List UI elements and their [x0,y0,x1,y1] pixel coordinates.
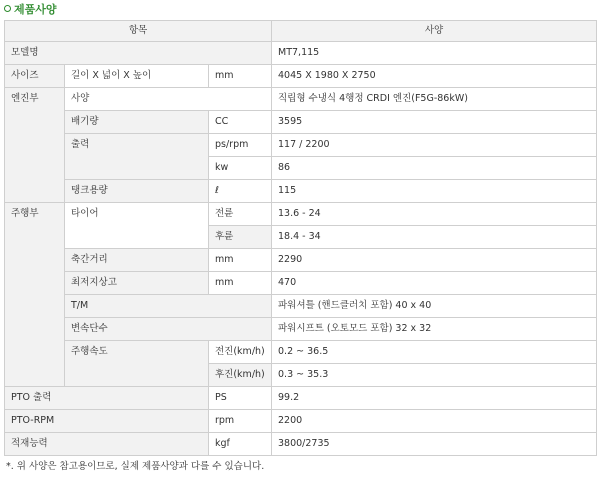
row-unit: 후륜 [209,226,272,249]
table-row [5,88,597,111]
row-sublabel: 출력 [65,134,209,180]
row-value: 3800/2735 [272,433,597,456]
row-unit: 전륜 [209,203,272,226]
row-value: 2290 [272,249,597,272]
circle-bullet-icon [4,5,11,12]
row-label: 적재능력 [5,433,209,456]
row-value: 0.2 ~ 36.5 [272,341,597,364]
table-row [5,433,597,456]
table-row [5,249,597,272]
table-row [5,180,597,203]
row-value: 파워시프트 (오토모드 포함) 32 x 32 [272,318,597,341]
row-sublabel: 길이 X 넓이 X 높이 [65,65,209,88]
row-unit: ps/rpm [209,134,272,157]
row-value: MT7,115 [272,42,597,65]
table-row [5,410,597,433]
table-row [5,203,597,226]
row-group-label: 주행부 [5,203,65,387]
row-label: PTO-RPM [5,410,209,433]
row-unit: mm [209,249,272,272]
row-unit: ℓ [209,180,272,203]
section-title [4,2,57,18]
row-value: 파워셔틀 (핸드클러치 포함) 40 x 40 [272,295,597,318]
row-sublabel: 주행속도 [65,341,209,387]
row-unit: 후진(km/h) [209,364,272,387]
table-row [5,134,597,157]
section-title-text: 제품사양 [14,3,57,16]
row-value: 18.4 - 34 [272,226,597,249]
row-sublabel: 변속단수 [65,318,272,341]
footnote: *. 위 사양은 참고용이므로, 실제 제품사양과 다를 수 있습니다. [6,461,265,472]
row-unit: PS [209,387,272,410]
row-value: 2200 [272,410,597,433]
row-value: 470 [272,272,597,295]
header-spec: 사양 [272,21,597,42]
row-unit: mm [209,65,272,88]
table-row [5,111,597,134]
table-row [5,65,597,88]
row-value: 직립형 수냉식 4행정 CRDI 엔진(F5G-86kW) [272,88,597,111]
row-value: 3595 [272,111,597,134]
row-sublabel: 타이어 [65,203,209,249]
table-header-row [5,21,597,42]
row-sublabel: 배기량 [65,111,209,134]
row-value: 117 / 2200 [272,134,597,157]
row-sublabel: 사양 [65,88,272,111]
header-item: 항목 [5,21,272,42]
table-row [5,42,597,65]
row-unit: kw [209,157,272,180]
row-value: 86 [272,157,597,180]
row-unit: rpm [209,410,272,433]
table-row [5,387,597,410]
row-value: 4045 X 1980 X 2750 [272,65,597,88]
spec-table [4,20,597,456]
row-value: 99.2 [272,387,597,410]
row-value: 0.3 ~ 35.3 [272,364,597,387]
row-sublabel: 탱크용량 [65,180,209,203]
row-unit: mm [209,272,272,295]
table-row [5,341,597,364]
row-unit: 전진(km/h) [209,341,272,364]
row-value: 115 [272,180,597,203]
table-row [5,318,597,341]
row-unit: kgf [209,433,272,456]
row-sublabel: T/M [65,295,272,318]
row-sublabel: 최저지상고 [65,272,209,295]
row-sublabel: 축간거리 [65,249,209,272]
table-row [5,295,597,318]
row-label: 사이즈 [5,65,65,88]
row-group-label: 엔진부 [5,88,65,203]
row-unit: CC [209,111,272,134]
row-label: 모델명 [5,42,272,65]
table-row [5,272,597,295]
row-label: PTO 출력 [5,387,209,410]
row-value: 13.6 - 24 [272,203,597,226]
